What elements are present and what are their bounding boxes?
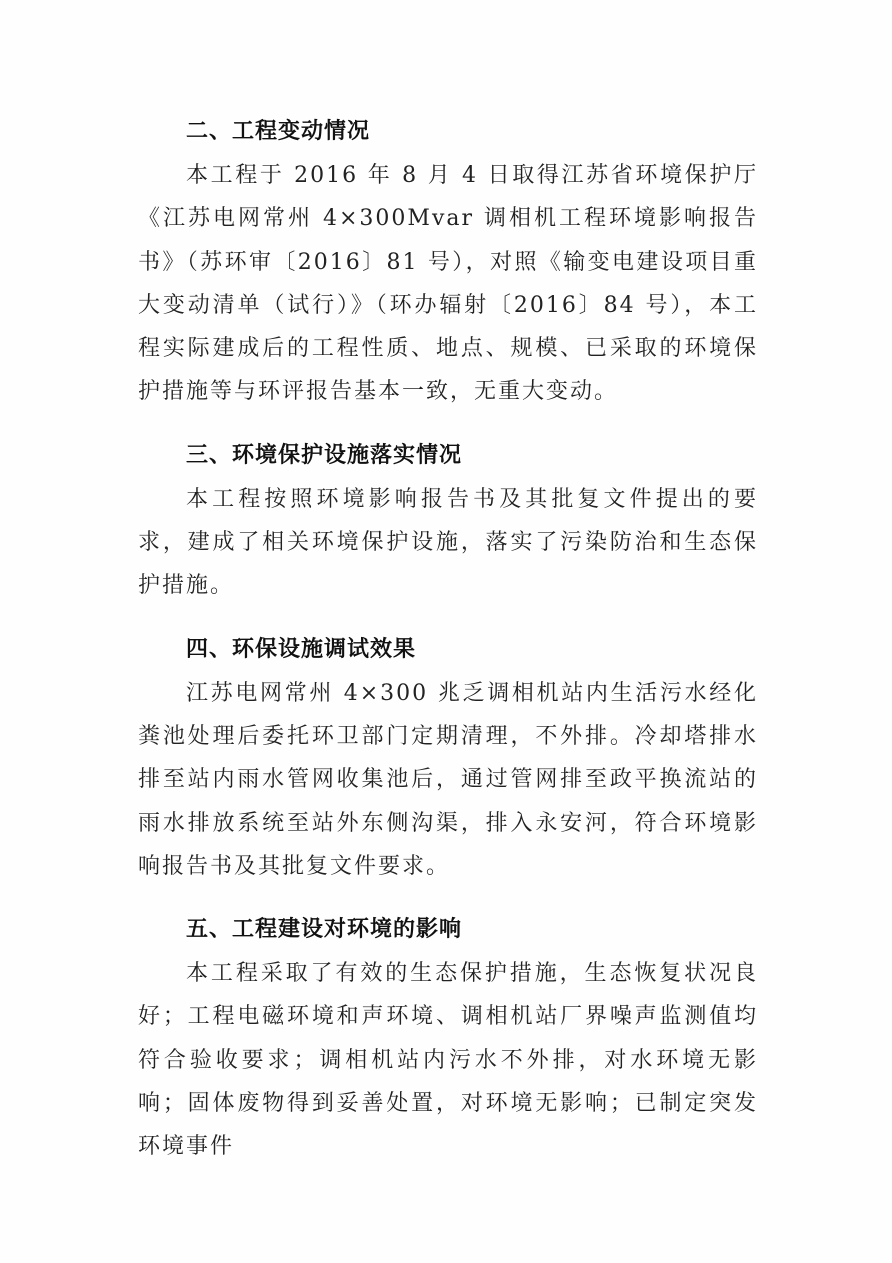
section-environmental-impact bbox=[138, 908, 758, 1168]
section-heading: 二、工程变动情况 bbox=[186, 119, 371, 144]
section-heading: 五、工程建设对环境的影响 bbox=[186, 917, 463, 943]
section-paragraph: 江苏电网常州 4×300 兆乏调相机站内生活污水经化粪池处理后委托环卫部门定期清理，不外排。冷却塔排水排至站内雨水管网收集池后，通过管网排至政平换流站的雨水排放系统至站外东侧沟渠，排入永安河，符合环境影响报告书及其批复文件要求。 bbox=[138, 680, 758, 879]
section-environmental-facilities bbox=[138, 434, 758, 608]
section-paragraph: 本工程按照环境影响报告书及其批复文件提出的要求，建成了相关环境保护设施，落实了污染防治和生态保护措施。 bbox=[138, 486, 758, 599]
section-heading: 四、环保设施调试效果 bbox=[186, 636, 417, 662]
section-paragraph: 本工程采取了有效的生态保护措施，生态恢复状况良好；工程电磁环境和声环境、调相机站厂界噪声监测值均符合验收要求；调相机站内污水不外排，对水环境无影响；固体废物得到妥善处置，对环境无影响；已制定突发环境事件 bbox=[138, 961, 758, 1160]
section-project-changes bbox=[138, 110, 758, 414]
section-heading: 三、环境保护设施落实情况 bbox=[186, 442, 463, 468]
section-paragraph: 本工程于 2016 年 8 月 4 日取得江苏省环境保护厅《江苏电网常州 4×300Mvar 调相机工程环境影响报告书》（苏环审〔2016〕81 号），对照《输变电建设项目重大变动清单（试行）》（环办辐射〔2016〕84 号），本工程实际建成后的工程性质、地点、规模、已采取的环境保护措施等与环评报告基本一致，无重大变动。 bbox=[138, 163, 758, 405]
section-commissioning-results bbox=[138, 628, 758, 888]
document-body bbox=[138, 110, 758, 1169]
